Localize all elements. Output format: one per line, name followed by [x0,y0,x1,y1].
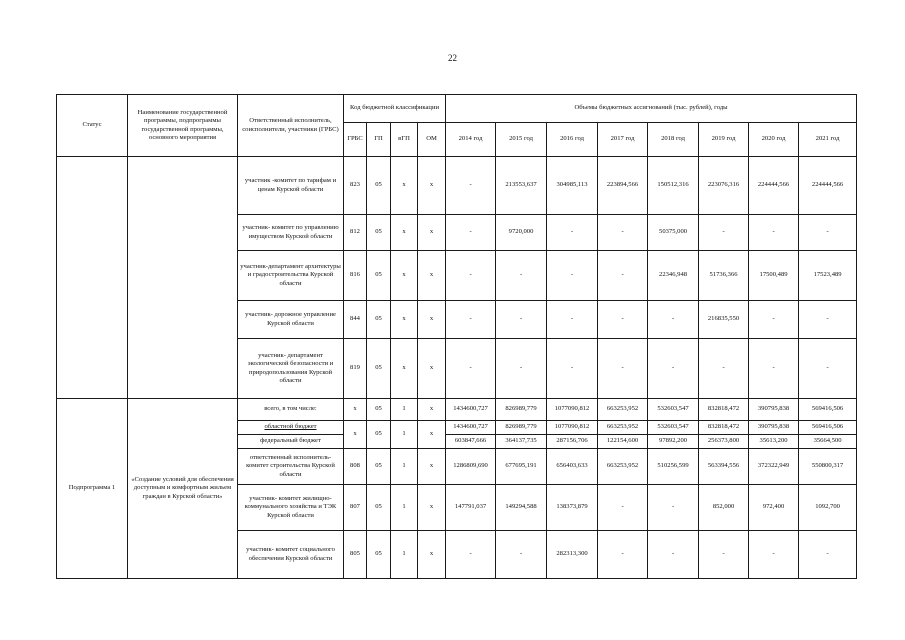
value-cell: 50375,000 [648,215,699,251]
code-gp: 05 [367,485,391,531]
code-grbs: 823 [344,157,367,215]
executor-cell: участник- комитет жилищно-коммунального хозяйства и ТЭК Курской области [238,485,344,531]
value-cell: - [749,215,799,251]
value-cell: 1077090,812 [547,399,598,421]
value-cell: - [648,531,699,579]
value-cell: 390795,838 [749,399,799,421]
value-cell: - [496,531,547,579]
value-cell: - [598,251,648,301]
code-grbs: х [344,399,367,421]
value-cell: 223894,566 [598,157,648,215]
header-year: 2018 год [648,123,699,157]
code-vgp: 1 [391,421,418,449]
value-cell: - [799,531,857,579]
code-gp: 05 [367,339,391,399]
value-cell: 224444,566 [749,157,799,215]
name-cell-empty [128,157,238,399]
code-om: х [418,531,446,579]
value-cell: - [749,339,799,399]
value-cell: - [799,339,857,399]
header-year: 2019 год [699,123,749,157]
header-code-om: ОМ [418,123,446,157]
header-status: Статус [57,95,128,157]
code-om: х [418,449,446,485]
value-cell: 826989,779 [496,399,547,421]
code-vgp: 1 [391,449,418,485]
subprogram-total-row [57,399,857,421]
code-grbs: 819 [344,339,367,399]
value-cell: 149294,588 [496,485,547,531]
value-cell: - [446,339,496,399]
value-cell: 1434600,727 [446,421,496,435]
value-cell: 563394,556 [699,449,749,485]
code-gp: 05 [367,157,391,215]
value-cell: 852,000 [699,485,749,531]
value-cell: 532603,547 [648,421,699,435]
value-cell: 282313,300 [547,531,598,579]
code-vgp: 1 [391,399,418,421]
regional-budget-label-text: областной бюджет [264,423,317,431]
header-code-group: Код бюджетной классификации [344,95,446,123]
code-gp: 05 [367,301,391,339]
value-cell: 17500,489 [749,251,799,301]
code-gp: 05 [367,449,391,485]
budget-table [56,94,857,579]
value-cell: 972,400 [749,485,799,531]
value-cell: 256373,800 [699,435,749,449]
header-executor: Ответственный исполнитель, соисполнители, участники (ГРБС) [238,95,344,157]
value-cell: - [648,301,699,339]
value-cell: 22346,948 [648,251,699,301]
code-gp: 05 [367,421,391,449]
value-cell: - [547,215,598,251]
code-om: х [418,301,446,339]
value-cell: - [598,531,648,579]
code-om: х [418,215,446,251]
federal-budget-label: федеральный бюджет [238,435,344,449]
value-cell: 832818,472 [699,399,749,421]
value-cell: - [547,251,598,301]
value-cell: - [598,339,648,399]
header-name: Наименование государственной программы, подпрограммы государственной программы, основного мероприятия [128,95,238,157]
value-cell: 150512,316 [648,157,699,215]
header-year: 2015 год [496,123,547,157]
value-cell: 35664,500 [799,435,857,449]
value-cell: - [446,215,496,251]
value-cell: 663253,952 [598,421,648,435]
value-cell: 663253,952 [598,449,648,485]
value-cell: - [547,339,598,399]
value-cell: 138373,879 [547,485,598,531]
value-cell: 223076,316 [699,157,749,215]
code-om: х [418,157,446,215]
value-cell: 287156,706 [547,435,598,449]
value-cell: - [648,485,699,531]
executor-cell: участник- дорожное управление Курской области [238,301,344,339]
value-cell: 147791,037 [446,485,496,531]
value-cell: 663253,952 [598,399,648,421]
code-vgp: х [391,157,418,215]
code-om: х [418,399,446,421]
value-cell: 1092,700 [799,485,857,531]
value-cell: - [598,215,648,251]
table-row [57,157,857,215]
code-gp: 05 [367,399,391,421]
value-cell: 35613,200 [749,435,799,449]
code-vgp: х [391,251,418,301]
value-cell: 97892,200 [648,435,699,449]
value-cell: 677695,191 [496,449,547,485]
page-number: 22 [448,53,457,63]
value-cell: - [598,485,648,531]
regional-budget-label [238,421,344,435]
value-cell: 1434600,727 [446,399,496,421]
value-cell: - [446,251,496,301]
header-year: 2017 год [598,123,648,157]
value-cell: 832818,472 [699,421,749,435]
code-gp: 05 [367,531,391,579]
value-cell: - [699,215,749,251]
value-cell: - [799,301,857,339]
value-cell: 532603,547 [648,399,699,421]
header-code-gp: ГП [367,123,391,157]
code-grbs: х [344,421,367,449]
status-cell-empty [57,157,128,399]
code-gp: 05 [367,251,391,301]
header-year: 2014 год [446,123,496,157]
value-cell: 224444,566 [799,157,857,215]
header-volumes-group: Объемы бюджетных ассигнований (тыс. рублей), годы [446,95,857,123]
value-cell: 603847,666 [446,435,496,449]
value-cell: - [749,531,799,579]
value-cell: - [699,339,749,399]
code-gp: 05 [367,215,391,251]
code-vgp: х [391,215,418,251]
code-grbs: 812 [344,215,367,251]
value-cell: 213553,637 [496,157,547,215]
value-cell: - [547,301,598,339]
code-vgp: х [391,339,418,399]
value-cell: 569416,506 [799,399,857,421]
executor-cell: всего, в том числе: [238,399,344,421]
header-year: 2020 год [749,123,799,157]
value-cell: 51736,366 [699,251,749,301]
header-year: 2021 год [799,123,857,157]
subprogram-name-cell: «Создание условий для обеспечения доступным и комфортным жильем граждан в Курской области» [128,399,238,579]
value-cell: - [446,301,496,339]
value-cell: 550800,317 [799,449,857,485]
value-cell: 569416,506 [799,421,857,435]
code-om: х [418,251,446,301]
header-year: 2016 год [547,123,598,157]
status-cell: Подпрограмма 1 [57,399,128,579]
code-vgp: 1 [391,485,418,531]
value-cell: - [598,301,648,339]
value-cell: 9720,000 [496,215,547,251]
code-grbs: 844 [344,301,367,339]
value-cell: 1286809,690 [446,449,496,485]
value-cell: - [496,251,547,301]
code-om: х [418,485,446,531]
executor-cell: участник-департамент архитектуры и градостроительства Курской области [238,251,344,301]
value-cell: - [648,339,699,399]
value-cell: - [699,531,749,579]
code-grbs: 808 [344,449,367,485]
executor-cell: участник- комитет по управлению имуществом Курской области [238,215,344,251]
value-cell: - [496,339,547,399]
header-code-vgp: вГП [391,123,418,157]
executor-cell: ответственный исполнитель-комитет строительства Курской области [238,449,344,485]
header-code-grbs: ГРБС [344,123,367,157]
value-cell: 216835,550 [699,301,749,339]
value-cell: 1077090,812 [547,421,598,435]
code-grbs: 816 [344,251,367,301]
value-cell: 122154,600 [598,435,648,449]
code-om: х [418,339,446,399]
code-grbs: 805 [344,531,367,579]
code-grbs: 807 [344,485,367,531]
value-cell: 372322,949 [749,449,799,485]
executor-cell: участник- департамент экологической безопасности и природопользования Курской области [238,339,344,399]
value-cell: 304985,113 [547,157,598,215]
value-cell: 364137,735 [496,435,547,449]
executor-cell: участник- комитет социального обеспечения Курской области [238,531,344,579]
code-om: х [418,421,446,449]
value-cell: - [799,215,857,251]
executor-cell: участник -комитет по тарифам и ценам Курской области [238,157,344,215]
header-row-1 [57,95,857,123]
value-cell: - [446,157,496,215]
value-cell: 826989,779 [496,421,547,435]
value-cell: 510256,599 [648,449,699,485]
value-cell: - [496,301,547,339]
value-cell: - [749,301,799,339]
value-cell: 656403,633 [547,449,598,485]
code-vgp: х [391,301,418,339]
value-cell: 17523,489 [799,251,857,301]
value-cell: - [446,531,496,579]
value-cell: 390795,838 [749,421,799,435]
code-vgp: 1 [391,531,418,579]
